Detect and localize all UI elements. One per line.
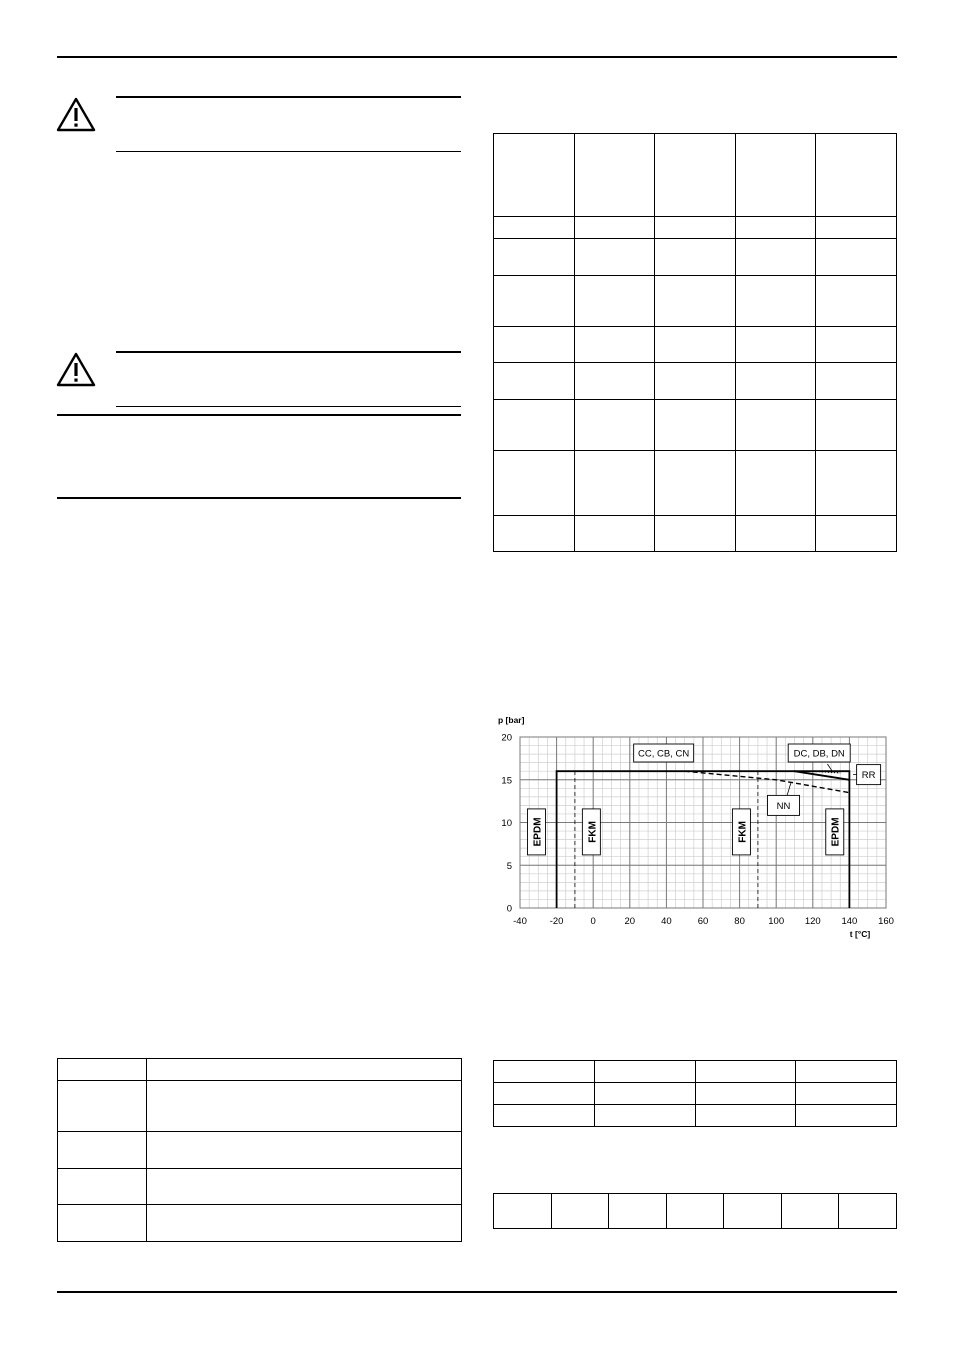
warning-icon bbox=[56, 352, 96, 388]
table-row bbox=[494, 134, 897, 217]
note-bottom-rule bbox=[57, 497, 461, 499]
specification-table bbox=[493, 133, 897, 552]
note-top-rule bbox=[57, 414, 461, 416]
y-tick-label: 0 bbox=[506, 903, 512, 915]
pressure-temperature-chart bbox=[490, 708, 900, 944]
table-row bbox=[58, 1059, 462, 1081]
x-tick-label: 80 bbox=[734, 916, 745, 927]
table-row bbox=[58, 1169, 462, 1205]
x-tick-label: 160 bbox=[878, 916, 894, 927]
region-label-fkm: FKM bbox=[587, 821, 599, 843]
table-row bbox=[58, 1205, 462, 1242]
warning-bottom-rule bbox=[116, 151, 461, 152]
region-label-epdm: EPDM bbox=[830, 817, 842, 847]
description-table bbox=[57, 1058, 462, 1242]
callout-label-dc-db-dn: DC, DB, DN bbox=[793, 748, 845, 760]
x-tick-label: 100 bbox=[768, 916, 785, 927]
warning-icon bbox=[56, 97, 96, 133]
table-row bbox=[494, 516, 897, 552]
table-row bbox=[58, 1081, 462, 1132]
table-row bbox=[494, 1105, 897, 1127]
table-row bbox=[494, 363, 897, 400]
y-axis-label: p [bar] bbox=[498, 715, 525, 725]
callout-label-rr: RR bbox=[861, 770, 876, 782]
x-tick-label: 120 bbox=[804, 916, 821, 927]
x-tick-label: -40 bbox=[513, 916, 527, 927]
footer-rule bbox=[57, 1291, 897, 1293]
x-tick-label: -20 bbox=[549, 916, 564, 927]
y-tick-label: 15 bbox=[501, 775, 512, 787]
warning-bottom-rule bbox=[116, 406, 461, 407]
table-row bbox=[494, 1083, 897, 1105]
callout-label-nn: NN bbox=[776, 800, 791, 812]
table-row bbox=[494, 400, 897, 451]
warning-top-rule bbox=[116, 351, 461, 353]
table-row bbox=[494, 451, 897, 516]
x-tick-label: 40 bbox=[661, 916, 672, 927]
x-tick-label: 0 bbox=[590, 916, 596, 927]
y-tick-label: 20 bbox=[501, 732, 512, 744]
single-row-table bbox=[493, 1193, 897, 1229]
x-axis-label: t [°C] bbox=[849, 929, 871, 939]
small-table bbox=[493, 1060, 897, 1127]
callout-label-cc-cb-cn: CC, CB, CN bbox=[638, 748, 690, 760]
table-row bbox=[494, 1194, 897, 1229]
y-tick-label: 5 bbox=[506, 860, 512, 872]
table-row bbox=[58, 1132, 462, 1169]
y-tick-label: 10 bbox=[501, 818, 512, 829]
region-label-epdm: EPDM bbox=[532, 817, 544, 847]
x-tick-label: 140 bbox=[841, 916, 858, 927]
x-tick-label: 20 bbox=[624, 916, 636, 927]
warning-top-rule bbox=[116, 96, 461, 98]
header-rule bbox=[57, 56, 897, 58]
table-row bbox=[494, 1061, 897, 1083]
table-row bbox=[494, 239, 897, 276]
table-row bbox=[494, 276, 897, 327]
x-tick-label: 60 bbox=[697, 916, 709, 927]
table-row bbox=[494, 217, 897, 239]
table-row bbox=[494, 327, 897, 363]
region-label-fkm: FKM bbox=[737, 821, 749, 843]
